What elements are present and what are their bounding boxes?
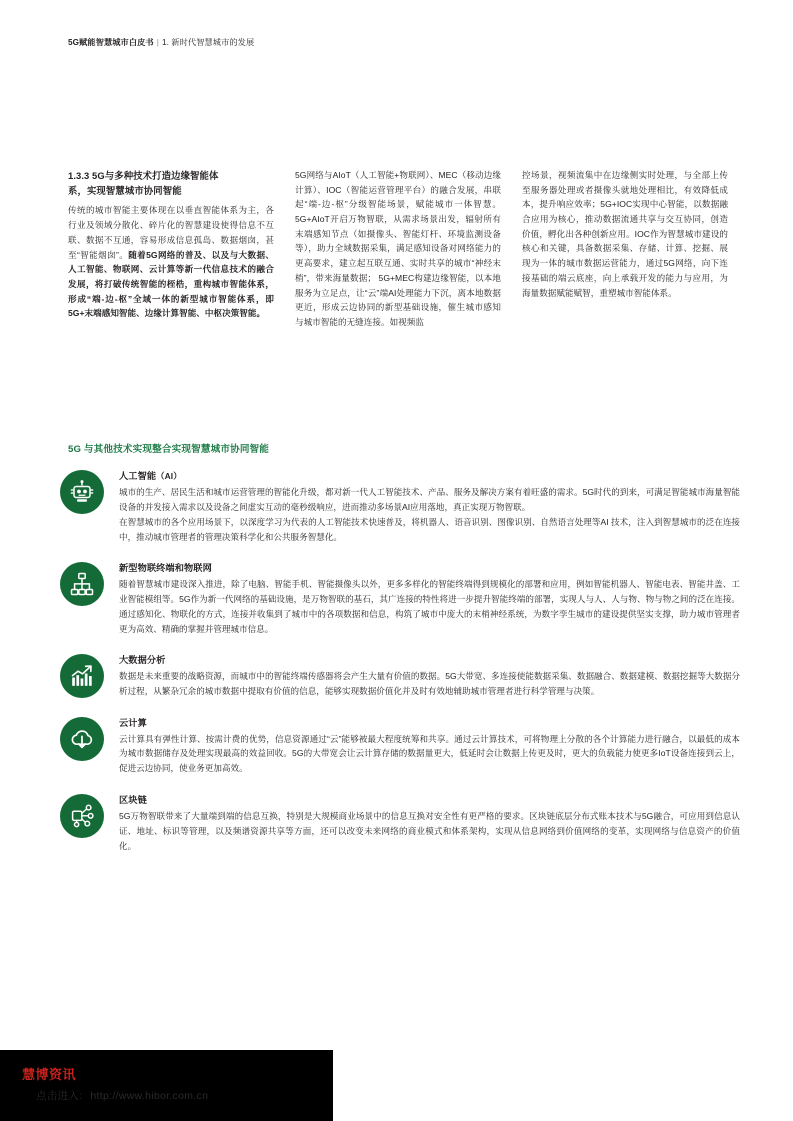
header-doc-title: 5G赋能智慧城市白皮书 <box>68 38 154 47</box>
intro-paragraph-1-bold: 随着5G网络的普及、以及与大数据、人工智能、物联网、云计算等新一代信息技术的融合发展，将打破传统智能的桎梏，重构城市智能体系，形成“端-边-枢”全域一体的新型城市智能体系，即5G+末端感知智能、边缘计算智能、中枢决策智能。 <box>68 249 274 319</box>
feature-paragraph: 城市的生产、居民生活和城市运营管理的智能化升级，都对新一代人工智能技术、产品、服务及解决方案有着旺盛的需求。5G时代的到来，可满足智能城市海量智能设备的并发接入需求以及设备之间虚实互动的毫秒级响应，进而推动多场景AI应用落地，真正实现万物智联。 <box>119 487 740 512</box>
feature-title-iot: 新型物联终端和物联网 <box>119 563 212 574</box>
feature-body-iot <box>104 560 740 636</box>
feature-item-iot <box>60 560 740 636</box>
intro-paragraph-2: 5G网络与AIoT（人工智能+物联网）、MEC（移动边缘计算）、IOC（智能运营管理平台）的融合发展，串联起“端-边-枢”分级智能场景，赋能城市一体智慧。5G+AIoT开启万物智联，从需求场景出发，辐射所有末端感知节点（如摄像头、智能灯杆、环境监测设备等），助力全域数据采集，满足感知设备对网络能力的更高要求，建立起互联互通、实时共享的城市“神经末梢”，带来海量数据； 5G+MEC构建边缘智能，以本地服务为立足点，让“云”端AI处理能力下沉，离本地数据更近，形成云边协同的新型基础设施，催生城市感知与城市智能的无缝连接。如视频监 <box>295 170 501 327</box>
intro-paragraph-1 <box>68 203 274 321</box>
footer-link-url[interactable]: http://www.hibor.com.cn <box>90 1090 209 1102</box>
subsection-heading <box>68 168 274 198</box>
feature-list <box>60 468 740 854</box>
feature-body-cloud <box>104 715 740 777</box>
feature-title-ai-cn: 人工智能 <box>119 471 157 481</box>
subsection-heading-line-1: 1.3.3 5G与多种技术打造边缘智能体 <box>68 170 219 181</box>
page-header <box>68 38 254 49</box>
feature-paragraph: 5G万物智联带来了大量端到端的信息互换，特别是大规模商业场景中的信息互换对安全性有更严格的要求。区块链底层分布式账本技术与5G融合，可应用到信息认证、地址、标识等管理，以及频谱资源共享等方面，还可以改变未来网络的商业模式和体系架构，实现从信息网络到价值网络的变革，实现网络与信息资产的价值化。 <box>119 811 740 851</box>
feature-title-bigdata: 大数据分析 <box>119 654 166 665</box>
feature-body-ai <box>104 468 740 544</box>
header-section-title: 1. 新时代智慧城市的发展 <box>161 38 255 47</box>
feature-title-ai-en: （AI） <box>156 471 182 481</box>
intro-column-1 <box>68 168 274 330</box>
feature-body-blockchain <box>104 792 740 854</box>
feature-item-cloud <box>60 715 740 777</box>
feature-item-ai <box>60 468 740 544</box>
intro-columns <box>68 168 728 330</box>
intro-paragraph-3: 控场景，视频流集中在边缘侧实时处理，与全部上传至服务器处理或者摄像头就地处理相比，有效降低成本，提升响应效率；5G+IOC实现中心智能，以数据融合应用为核心，推动数据流通共享与交互协同，创造价值，孵化出各种创新应用。IOC作为智慧城市建设的核心和关键，具备数据采集、存储、计算、挖掘、展现为一体的城市数据运营能力，通过5G网络，向下连接基础的端云底座，向上承载开发的能力与应用，为海量数据赋能赋智，重塑城市智能体系。 <box>522 170 728 298</box>
footer-logo: 慧博资讯 <box>22 1067 77 1082</box>
feature-paragraph: 在智慧城市的各个应用场景下，以深度学习为代表的人工智能技术快速普及，将机器人、语音识别、图像识别、自然语言处理等AI 技术，注入到智慧城市的泛在连接中，推动城市管理者的管理决策科学化和公共服务智慧化。 <box>119 516 740 542</box>
footer-watermark-banner <box>0 1050 333 1121</box>
feature-title-cloud: 云计算 <box>119 717 147 728</box>
feature-paragraph: 随着智慧城市建设深入推进，除了电脑、智能手机、智能摄像头以外，更多多样化的智能终端得到规模化的部署和应用，例如智能机器人、智能电表、智能井盖、工业智能模组等。5G作为新一代网络的基础设施，是万物智联的基石，其广连接的特性将进一步提升智能终端的部署，实现人与人、人与物、物与物之间的泛在连接。通过感知化、物联化的方式，连接并收集到了城市中的各项数据和信息，构筑了城市中庞大的末梢神经系统，为数字孪生城市的建设提供坚实支撑，助力城市管理者更为高效、精确的掌握并管理城市信息。 <box>119 579 740 635</box>
subsection-heading-line-2: 系，实现智慧城市协同智能 <box>68 185 182 197</box>
feature-item-bigdata <box>60 652 740 699</box>
blockchain-nodes-icon <box>60 794 104 838</box>
intro-column-2 <box>295 168 501 330</box>
footer-link-label: 点击进入: <box>36 1090 83 1102</box>
header-separator: | <box>156 38 159 47</box>
feature-title-blockchain: 区块链 <box>119 795 147 806</box>
intro-paragraph-1-normal: 传统的城市智能主要体现在以垂直智能体系为主，各行业及领域分散化、碎片化的智慧建设使得信息不互联、数据不互通，容易形成信息孤岛、数据烟囱，甚至“智能烟囱”。 <box>68 205 274 260</box>
feature-paragraph: 云计算具有弹性计算、按需计费的优势，信息资源通过“云”能够被最大程度统筹和共享。通过云计算技术，可将物理上分散的各个计算能力进行融合，以最低的成本为城市数据储存及处理实现最高的效益回收。5G的大带宽会让云计算存储的数据量更大，低延时会让数据上传更及时，更大的负载能力使更多IoT设备连接到云上，促进云边协同，使业务更加高效。 <box>119 733 740 774</box>
feature-title-ai <box>119 468 740 482</box>
bar-chart-growth-icon <box>60 654 104 698</box>
cloud-download-icon <box>60 717 104 761</box>
feature-item-blockchain <box>60 792 740 854</box>
network-tree-icon <box>60 562 104 606</box>
section-title: 5G 与其他技术实现整合实现智慧城市协同智能 <box>68 444 270 455</box>
footer-link[interactable] <box>36 1088 208 1103</box>
feature-paragraph: 数据是未来重要的战略资源，而城市中的智能终端传感器将会产生大量有价值的数据。5G大带宽、多连接使能数据采集、数据融合、数据建模、数据挖掘等大数据分析过程，从繁杂冗余的城市数据中提取有价值的信息，能够实现数据价值化并及时有效地辅助城市管理者进行科学管理与决策。 <box>119 670 740 696</box>
ai-robot-icon <box>60 470 104 514</box>
feature-body-bigdata <box>104 652 740 699</box>
intro-column-3 <box>522 168 728 330</box>
